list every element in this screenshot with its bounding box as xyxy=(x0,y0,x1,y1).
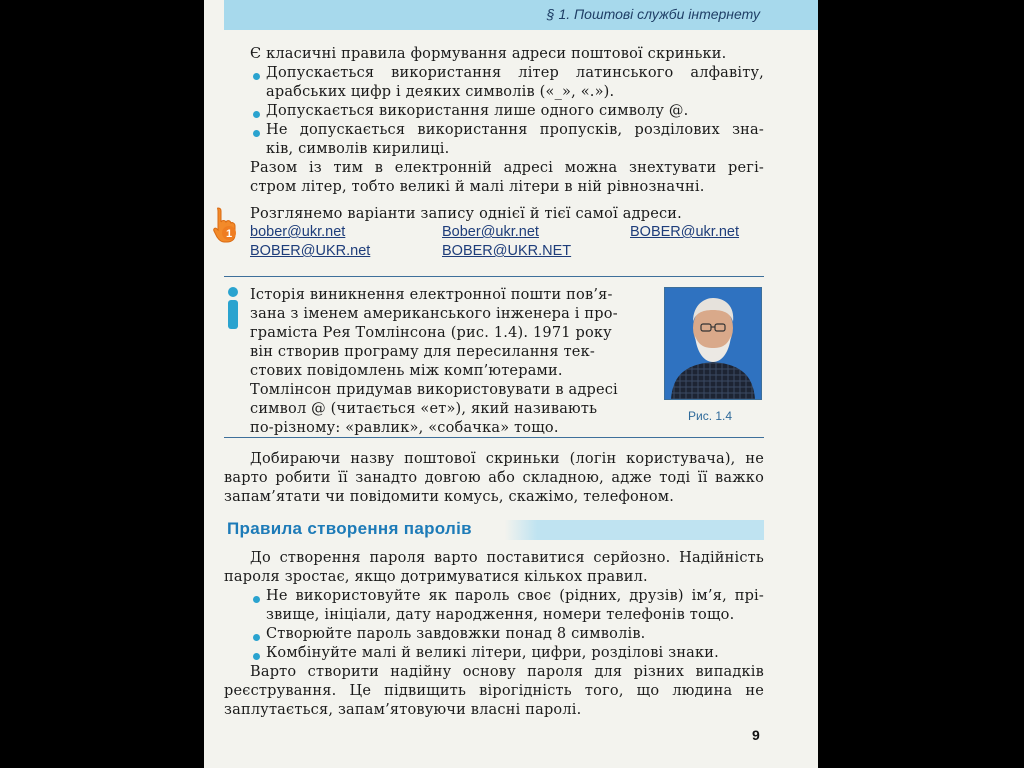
email-variant: BOBER@UKR.NET xyxy=(442,243,572,259)
example-marker-number: 1 xyxy=(225,228,233,240)
info-line-2: зана з іменем американського інженера і про- xyxy=(250,306,618,322)
info-line-8: по-різному: «равлик», «собачка» тощо. xyxy=(250,420,559,436)
intro-lead: Є класичні правила формування адреси поштової скриньки. xyxy=(250,46,727,62)
password-rule-1-line-1: Не використовуйте як пароль своє (рідних, друзів) ім’я, прі- xyxy=(266,588,764,604)
page-number: 9 xyxy=(752,727,760,743)
email-variant: bober@ukr.net xyxy=(250,224,346,240)
info-line-1: Історія виникнення електронної пошти пов’я- xyxy=(250,287,613,303)
rule-2-line-1: Допускається використання лише одного символу @. xyxy=(266,103,689,119)
password-rule-2: Створюйте пароль завдовжки понад 8 символів. xyxy=(266,626,646,642)
login-note-line-2: варто робити її занадто довгою або складною, адже тоді її важко xyxy=(224,470,764,486)
info-icon xyxy=(226,286,240,330)
password-rule-1-line-2: звище, ініціали, дату народження, номери телефонів тощо. xyxy=(266,607,735,623)
bullet-marker xyxy=(253,653,260,660)
info-line-3: граміста Рея Томлінсона (рис. 1.4). 1971 року xyxy=(250,325,612,341)
email-variant: Bober@ukr.net xyxy=(442,224,539,240)
info-line-5: стових повідомлень між комп’ютерами. xyxy=(250,363,563,379)
info-line-7: символ @ (читається «ет»), який називають xyxy=(250,401,598,417)
info-line-6: Томлінсон придумав використовувати в адресі xyxy=(250,382,618,398)
info-box-top-rule xyxy=(224,276,764,277)
textbook-page xyxy=(204,0,818,768)
info-line-4: він створив програму для пересилання тек- xyxy=(250,344,595,360)
password-rule-3: Комбінуйте малі й великі літери, цифри, розділові знаки. xyxy=(266,645,719,661)
rule-3-line-1: Не допускається використання пропусків, розділових зна- xyxy=(266,122,764,138)
hand-pointer-icon xyxy=(212,206,238,244)
password-outro-line-3: заплутається, запам’ятовуючи власні паролі. xyxy=(224,702,582,718)
bullet-marker xyxy=(253,634,260,641)
photo-caption: Рис. 1.4 xyxy=(688,409,733,423)
password-outro-line-2: реєстрування. Це підвищить вірогідність того, що людина не xyxy=(224,683,764,699)
login-note-line-3: запам’ятати чи повідомити комусь, скажімо, телефоном. xyxy=(224,489,675,505)
password-outro-line-1: Варто створити надійну основу пароля для різних випадків xyxy=(250,664,764,680)
section-heading: Правила створення паролів xyxy=(227,519,472,538)
login-note-line-1: Добираючи назву поштової скриньки (логін користувача), не xyxy=(250,451,764,467)
bullet-marker xyxy=(253,73,260,80)
case-note-line-2: стром літер, тобто великі й малі літери в ній рівнозначні. xyxy=(250,179,705,195)
email-variant: BOBER@ukr.net xyxy=(630,224,740,240)
example-lead: Розглянемо варіанти запису однієї й тієї самої адреси. xyxy=(250,206,682,222)
case-note-line-1: Разом із тим в електронній адресі можна знехтувати регі- xyxy=(250,160,764,176)
rule-1-line-1: Допускається використання літер латинського алфавіту, xyxy=(266,65,764,81)
bullet-marker xyxy=(253,130,260,137)
bullet-marker xyxy=(253,111,260,118)
email-variant: BOBER@UKR.net xyxy=(250,243,371,259)
password-intro-line-1: До створення пароля варто поставитися серйозно. Надійність xyxy=(250,550,764,566)
password-intro-line-2: пароля зростає, якщо дотримуватися кількох правил. xyxy=(224,569,648,585)
bullet-marker xyxy=(253,596,260,603)
tomlinson-portrait-photo xyxy=(664,287,762,400)
rule-1-line-2: арабських цифр і деяких символів («_», «.»). xyxy=(266,84,615,100)
rule-3-line-2: ків, символів кирилиці. xyxy=(266,141,450,157)
info-box-bottom-rule xyxy=(224,437,764,438)
running-header-title: § 1. Поштові служби інтернету xyxy=(546,6,760,22)
